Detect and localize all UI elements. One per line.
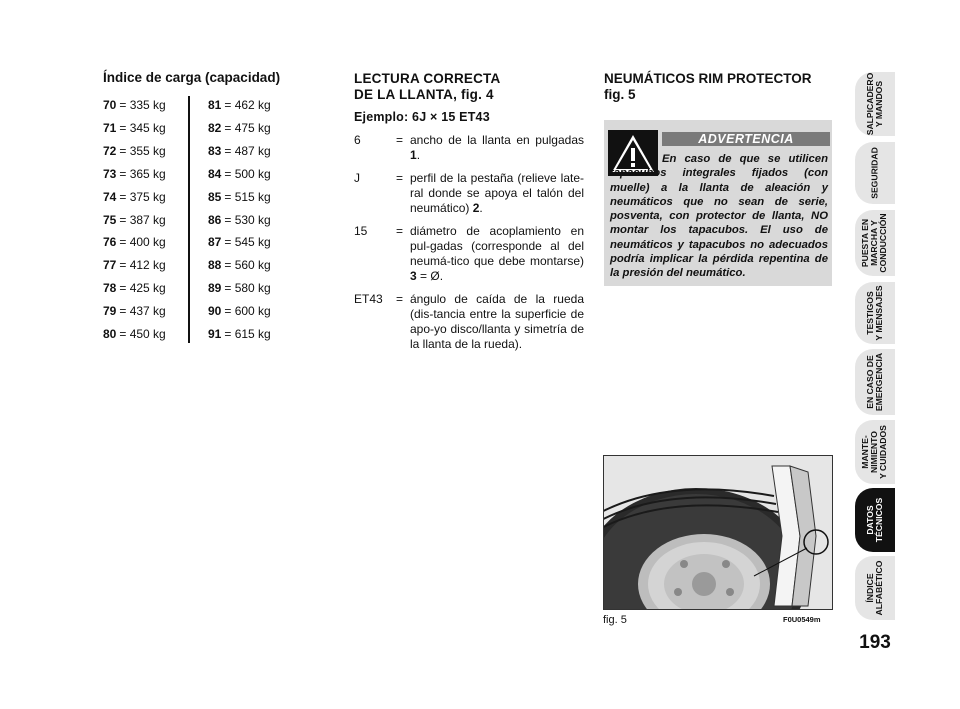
chapter-tab[interactable] [855,142,895,204]
tire-figure [603,455,833,610]
chapter-tab-line: Y CUIDADOS [878,425,889,479]
chapter-tab-line: EN CASO DE [864,355,875,409]
load-index-value: = 425 kg [119,281,166,296]
load-index-row [103,278,166,298]
rim-example: Ejemplo: 6J × 15 ET43 [354,110,490,124]
chapter-tab-line: MANTE- [860,435,871,469]
chapter-tab-line: TÉCNICOS [874,497,884,543]
rim-reading-heading-line2: DE LA LLANTA, fig. 4 [354,87,494,102]
definition-ref: 3 [410,269,417,283]
load-index-value: = 600 kg [224,304,271,319]
definition-item [354,292,584,352]
warning-text [610,152,828,281]
definition-equals: = [396,171,404,185]
load-index-row [103,141,166,161]
chapter-tab-line: MARCHA Y [869,220,880,266]
chapter-tab-line: PUESTA EN [860,218,871,268]
page-number: 193 [859,632,891,653]
definition-item [354,224,584,284]
load-index-code: 79 [103,304,117,319]
load-index-code: 75 [103,212,117,227]
load-index-code: 76 [103,235,117,250]
load-index-value: = 475 kg [224,120,271,135]
definition-body: diámetro de acoplamiento en pul-gadas (corresponde al del neumá-tico que debe montarse) [410,224,584,268]
load-index-row [208,95,271,115]
load-index-code: 80 [103,327,117,341]
load-index-row [103,324,166,344]
definition-equals: = [396,133,404,147]
chapter-tab-line: CONDUCCIÓN [878,213,889,273]
load-index-value: = 515 kg [224,189,271,204]
load-index-row [208,164,271,184]
load-index-value: = 335 kg [119,98,166,112]
rim-protector-title-line2: fig. 5 [604,87,636,102]
chapter-tab[interactable] [855,210,895,276]
chapter-tab[interactable] [855,556,895,620]
load-index-value: = 462 kg [224,98,271,112]
load-index-code: 90 [208,304,222,319]
definition-equals: = [396,224,404,238]
chapter-tab[interactable] [855,488,895,552]
load-index-code: 87 [208,235,222,250]
load-index-code: 74 [103,189,117,204]
rim-protector-title-line1: NEUMÁTICOS RIM PROTECTOR [604,71,812,86]
definition-body: perfil de la pestaña (relieve late-ral donde se apoya el talón del neumático) [410,171,584,215]
load-index-value: = 387 kg [119,212,166,227]
load-index-row [103,95,166,115]
load-index-row [208,187,271,207]
definition-text [410,133,584,163]
load-index-code: 85 [208,189,222,204]
load-index-row [103,118,166,138]
load-index-code: 83 [208,143,222,158]
chapter-tab-line: DATOS [864,505,875,535]
rim-protector-title [604,71,812,103]
definition-key: ET43 [354,292,383,306]
definition-item [354,171,584,216]
load-index-code: 78 [103,281,117,296]
load-index-row [103,164,166,184]
load-index-value: = 545 kg [224,235,271,250]
rim-reading-section [354,71,584,360]
chapter-tab[interactable] [855,420,895,484]
warning-box [604,120,832,286]
chapter-tab-label [866,561,884,616]
load-index-code: 82 [208,120,222,135]
load-index-row [103,255,166,275]
load-index-value: = 487 kg [224,143,271,158]
chapter-tab[interactable] [855,349,895,415]
chapter-tab-label [866,285,884,340]
load-index-row [208,232,271,252]
load-index-code: 91 [208,327,222,341]
load-index-row [103,187,166,207]
definition-tail: . [416,148,421,162]
definition-item [354,133,584,163]
load-index-value: = 412 kg [119,258,166,273]
chapter-tab-line: Y MANDOS [874,80,884,128]
load-index-row [103,232,166,252]
load-index-value: = 365 kg [119,166,166,181]
definition-body: ancho de la llanta en pulgadas [410,133,584,147]
chapter-tab-label [866,353,884,411]
load-index-value: = 580 kg [224,281,271,296]
load-index-code: 70 [103,98,117,112]
definition-text [410,292,584,352]
load-index-code: 77 [103,258,117,273]
definition-key: J [354,171,360,185]
chapter-tab-line: EMERGENCIA [874,352,884,412]
definition-equals: = [396,292,404,306]
load-index-value: = 355 kg [119,143,166,158]
definition-text [410,171,584,216]
load-index-code: 88 [208,258,222,273]
chapter-tab-label [870,147,879,199]
load-index-code: 73 [103,166,117,181]
load-index-value: = 437 kg [119,304,166,319]
chapter-tab-line: NIMIENTO [869,431,880,473]
chapter-tab-line: Y MENSAJES [874,285,884,341]
load-index-row [103,301,166,321]
definition-key: 6 [354,133,361,147]
load-index-row [208,118,271,138]
definition-tail: = Ø. [416,269,444,283]
load-index-code: 89 [208,281,222,296]
load-index-code: 86 [208,212,222,227]
load-index-row [208,141,271,161]
chapter-tab-line: SALPICADERO [864,72,875,136]
load-index-value: = 615 kg [224,327,271,341]
definition-tail: . [479,201,483,215]
definition-key: 15 [354,224,368,238]
warning-text-body: En caso de que se utilicen tapacubos integrales fijados (con muelle) a la llanta de aleación y neumáticos que no sean de serie, posventa, con protector de llanta, NO montar los tapacubos. El uso de neumáticos y tapacubos no adecuados podría implicar la pérdida repentina de la presión del neumático. [610,153,828,280]
chapter-tab-line: SEGURIDAD [869,147,880,199]
load-index-value: = 500 kg [224,166,271,181]
load-index-row [208,301,271,321]
load-index-code: 71 [103,120,117,135]
chapter-tab-label [866,73,884,136]
chapter-tab-label [861,425,889,479]
load-index-value: = 450 kg [119,327,166,341]
load-index-row [208,255,271,275]
chapter-tab[interactable] [855,72,895,136]
load-index-row [208,324,271,344]
load-index-code: 84 [208,166,222,181]
chapter-tab-line: ÍNDICE [864,573,875,603]
definition-ref: 2 [472,201,480,215]
definition-text [410,224,584,284]
figure-code: F0U0549m [783,615,821,624]
load-index-row [208,210,271,230]
figure-caption: fig. 5 [603,614,627,626]
chapter-tab[interactable] [855,282,895,344]
load-index-value: = 560 kg [224,258,271,273]
rim-reading-heading-line1: LECTURA CORRECTA [354,71,501,86]
load-index-title: Índice de carga (capacidad) [103,70,281,85]
chapter-tab-line: ALFABÉTICO [874,560,884,616]
load-index-code: 81 [208,98,222,112]
load-index-value: = 530 kg [224,212,271,227]
chapter-tab-label [861,213,889,272]
load-index-value: = 375 kg [119,189,166,204]
load-index-value: = 345 kg [119,120,166,135]
load-index-row [103,210,166,230]
definition-body: ángulo de caída de la rueda (dis-tancia entre la superficie de apo-yo disco/llanta y simetría de la llanta de la rueda). [410,292,584,351]
load-index-row [208,278,271,298]
definition-list [354,133,584,352]
table-divider [188,96,190,343]
chapter-tab-label [866,498,884,542]
warning-label: ADVERTENCIA [662,132,830,146]
load-index-value: = 400 kg [119,235,166,250]
load-index-code: 72 [103,143,117,158]
tire-illustration [604,456,832,609]
chapter-tab-line: TESTIGOS [864,291,875,335]
definition-ref: 1 [410,148,417,162]
